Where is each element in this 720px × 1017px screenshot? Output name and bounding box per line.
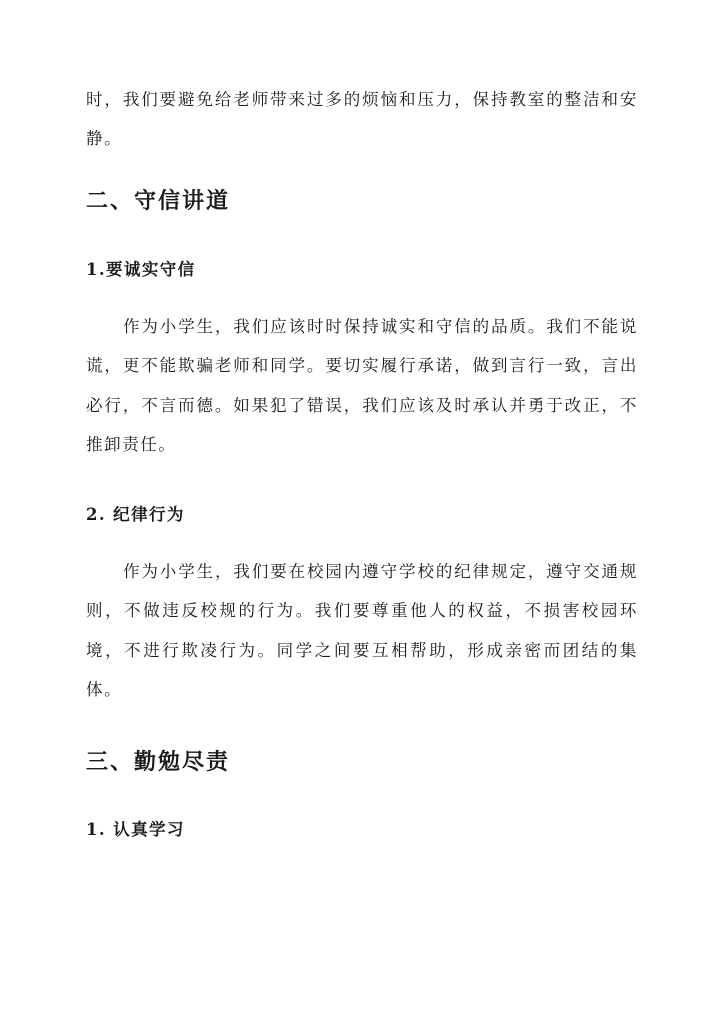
section-2-sub-2-heading: 2. 纪律行为 bbox=[86, 505, 185, 524]
section-3-sub-1-heading: 1. 认真学习 bbox=[86, 820, 185, 839]
section-2-sub-2-body: 作为小学生，我们要在校园内遵守学校的纪律规定，遵守交通规则，不做违反校规的行为。我们要尊重他人的权益，不损害校园环境，不进行欺凌行为。同学之间要互相帮助，形成亲密而团结的集体。 bbox=[86, 562, 638, 699]
continued-paragraph: 时，我们要避免给老师带来过多的烦恼和压力，保持教室的整洁和安静。 bbox=[86, 90, 638, 149]
section-2-heading: 二、守信讲道 bbox=[86, 188, 231, 214]
section-2-sub-1-body: 作为小学生，我们应该时时保持诚实和守信的品质。我们不能说谎，更不能欺骗老师和同学。要切实履行承诺，做到言行一致，言出必行，不言而德。如果犯了错误，我们应该及时承认并勇于改正，不推卸责任。 bbox=[86, 317, 638, 454]
section-3-heading: 三、勤勉尽责 bbox=[86, 749, 231, 775]
section-2-sub-1-heading: 1.要诚实守信 bbox=[86, 260, 196, 279]
